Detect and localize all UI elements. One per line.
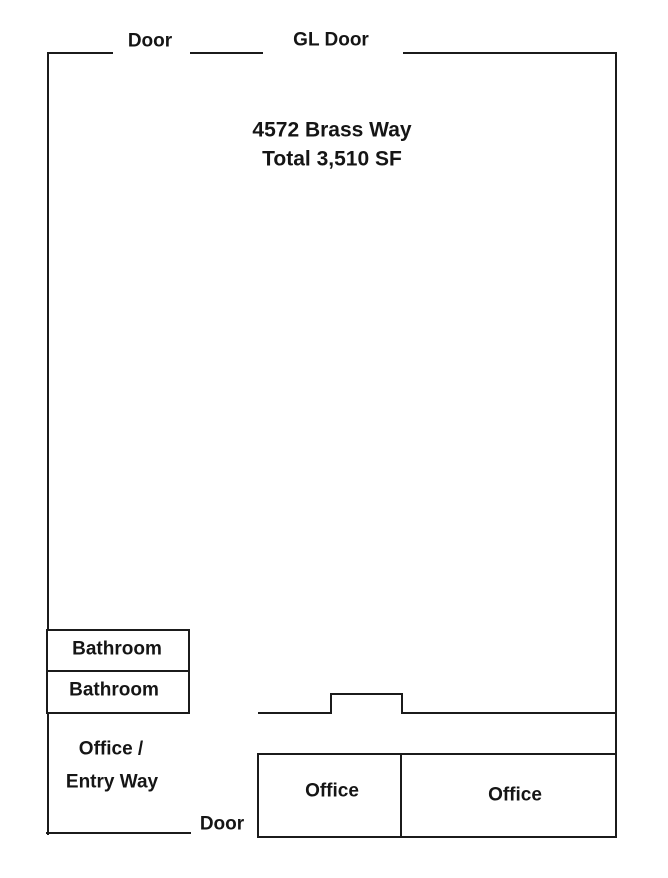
office-right-label: Office — [488, 784, 542, 806]
wall-right — [615, 52, 617, 838]
door-label-bottom: Door — [199, 813, 245, 835]
bathroom-2-label: Bathroom — [69, 679, 159, 701]
wall-top-segment-right — [403, 52, 617, 54]
office-divider-wall — [400, 753, 402, 838]
office-entry-label-line2: Entry Way — [65, 771, 159, 793]
floorplan-title-address: 4572 Brass Way — [252, 118, 412, 142]
gl-door-label: GL Door — [293, 29, 369, 51]
wall-top-segment-middle — [190, 52, 263, 54]
office-left-label: Office — [305, 780, 359, 802]
wall-top-segment-left — [47, 52, 113, 54]
floorplan-title-sqft: Total 3,510 SF — [262, 147, 402, 171]
bathroom-1-label: Bathroom — [72, 638, 162, 660]
office-entry-label-line1: Office / — [78, 738, 144, 760]
notch-top-side — [330, 693, 403, 695]
wall-bottom-right-segment — [401, 712, 617, 714]
notch-left-side — [330, 693, 332, 714]
entryway-bottom-wall — [46, 832, 191, 834]
door-label-top-left: Door — [127, 30, 173, 52]
notch-right-side — [401, 693, 403, 714]
wall-left — [47, 52, 49, 835]
wall-bottom-left-segment — [258, 712, 332, 714]
